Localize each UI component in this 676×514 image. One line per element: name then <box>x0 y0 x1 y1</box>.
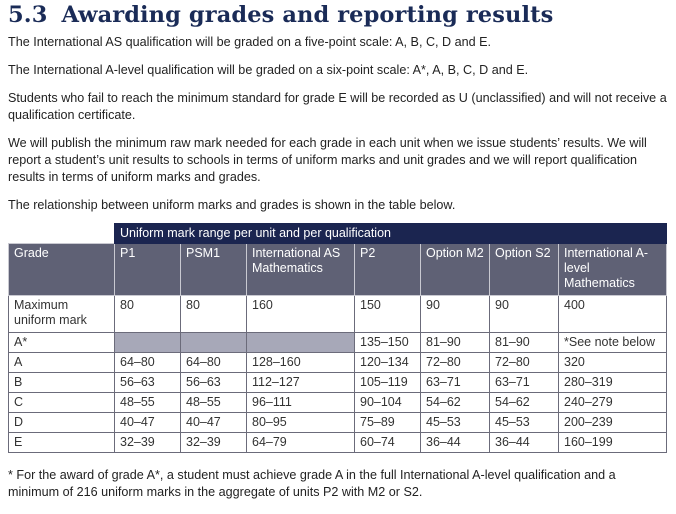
table-cell: 160 <box>247 296 355 333</box>
not-applicable-cell <box>181 333 247 353</box>
table-cell: 90 <box>490 296 559 333</box>
table-cell: 36–44 <box>490 433 559 453</box>
table-cell: 45–53 <box>421 413 490 433</box>
paragraph-a-level-scale: The International A-level qualification will be graded on a six-point scale: A*, A, B, C, D and E. <box>8 63 529 77</box>
table-cell: 81–90 <box>490 333 559 353</box>
table-cell: 48–55 <box>115 393 181 413</box>
table-cell: 240–279 <box>559 393 667 413</box>
table-row <box>9 373 667 393</box>
paragraph-reporting: We will publish the minimum raw mark needed for each grade in each unit when we issue students’ results. We will report a student’s unit results to schools in terms of uniform marks and unit grades and we will report qualification results in terms of uniform marks and grades. <box>8 136 647 184</box>
column-header-option-m2: Option M2 <box>421 244 490 296</box>
row-label-c: C <box>9 393 115 413</box>
not-applicable-cell <box>247 333 355 353</box>
table-row <box>9 333 667 353</box>
table-cell: 160–199 <box>559 433 667 453</box>
row-label-b: B <box>9 373 115 393</box>
table-cell: 81–90 <box>421 333 490 353</box>
table-cell: 75–89 <box>355 413 421 433</box>
table-cell: 150 <box>355 296 421 333</box>
table-group-header: Uniform mark range per unit and per qualification <box>115 224 667 244</box>
document-page <box>8 0 668 514</box>
table-cell: 105–119 <box>355 373 421 393</box>
section-number: 5.3 <box>8 2 48 28</box>
column-header-international-as: International AS Mathematics <box>247 244 355 296</box>
grade-boundaries-table <box>8 223 667 453</box>
column-header-psm1: PSM1 <box>181 244 247 296</box>
table-cell: 32–39 <box>181 433 247 453</box>
column-header-grade: Grade <box>9 244 115 296</box>
table-cell: 135–150 <box>355 333 421 353</box>
table-cell: 90–104 <box>355 393 421 413</box>
table-cell: 60–74 <box>355 433 421 453</box>
table-cell: 128–160 <box>247 353 355 373</box>
table-cell: 40–47 <box>115 413 181 433</box>
table-group-header-row <box>9 224 667 244</box>
paragraph-as-scale: The International AS qualification will be graded on a five-point scale: A, B, C, D and E. <box>8 35 492 49</box>
table-group-header-spacer <box>9 224 115 244</box>
table-cell: 400 <box>559 296 667 333</box>
table-row <box>9 413 667 433</box>
row-label-e: E <box>9 433 115 453</box>
row-label-a-star: A* <box>9 333 115 353</box>
paragraph-unclassified: Students who fail to reach the minimum standard for grade E will be recorded as U (unclassified) and will not receive a qualification certificate. <box>8 91 667 122</box>
table-cell: 54–62 <box>490 393 559 413</box>
column-header-p2: P2 <box>355 244 421 296</box>
table-cell: 72–80 <box>421 353 490 373</box>
section-title: Awarding grades and reporting results <box>61 2 554 28</box>
table-row <box>9 393 667 413</box>
table-cell: 320 <box>559 353 667 373</box>
table-cell: 96–111 <box>247 393 355 413</box>
table-row <box>9 296 667 333</box>
table-cell: 36–44 <box>421 433 490 453</box>
row-label-a: A <box>9 353 115 373</box>
row-label-maximum: Maximum uniform mark <box>9 296 115 333</box>
column-header-p1: P1 <box>115 244 181 296</box>
table-cell: 112–127 <box>247 373 355 393</box>
section-heading <box>8 0 668 34</box>
table-cell: 32–39 <box>115 433 181 453</box>
row-label-d: D <box>9 413 115 433</box>
table-cell: 72–80 <box>490 353 559 373</box>
table-cell: 80 <box>115 296 181 333</box>
table-cell: 56–63 <box>115 373 181 393</box>
table-cell: 64–80 <box>115 353 181 373</box>
table-cell: 120–134 <box>355 353 421 373</box>
table-cell: 48–55 <box>181 393 247 413</box>
table-cell-see-note: *See note below <box>559 333 667 353</box>
table-cell: 280–319 <box>559 373 667 393</box>
table-cell: 200–239 <box>559 413 667 433</box>
table-cell: 80 <box>181 296 247 333</box>
table-footnote: * For the award of grade A*, a student must achieve grade A in the full International A-level qualification and a minimum of 216 uniform marks in the aggregate of units P2 with M2 or S2. <box>8 468 616 499</box>
column-header-international-a-level: International A-level Mathematics <box>559 244 667 296</box>
table-cell: 54–62 <box>421 393 490 413</box>
table-cell: 63–71 <box>490 373 559 393</box>
table-cell: 64–80 <box>181 353 247 373</box>
table-column-header-row <box>9 244 667 296</box>
table-row <box>9 433 667 453</box>
table-cell: 40–47 <box>181 413 247 433</box>
table-cell: 90 <box>421 296 490 333</box>
table-cell: 64–79 <box>247 433 355 453</box>
paragraph-table-intro: The relationship between uniform marks and grades is shown in the table below. <box>8 198 456 212</box>
table-row <box>9 353 667 373</box>
table-cell: 45–53 <box>490 413 559 433</box>
table-cell: 63–71 <box>421 373 490 393</box>
not-applicable-cell <box>115 333 181 353</box>
column-header-option-s2: Option S2 <box>490 244 559 296</box>
table-cell: 56–63 <box>181 373 247 393</box>
table-cell: 80–95 <box>247 413 355 433</box>
